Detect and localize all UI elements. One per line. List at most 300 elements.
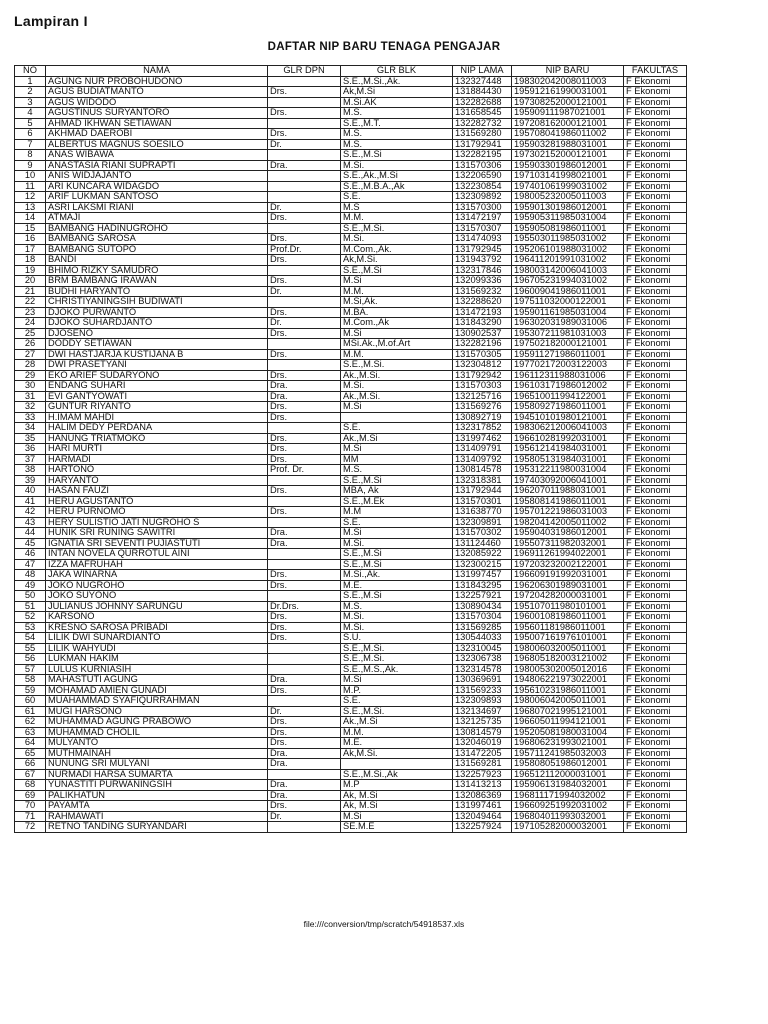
cell-glr-blk: S.E. bbox=[341, 423, 453, 434]
table-row bbox=[15, 517, 687, 528]
table-row bbox=[15, 339, 687, 350]
cell-glr-dpn: Dra. bbox=[268, 759, 341, 770]
cell-glr-blk: Ak.,M.Si. bbox=[341, 370, 453, 381]
cell-nip-baru: 196705231994031002 bbox=[512, 276, 624, 287]
cell-glr-blk: S.E.,M.Si.,Ak. bbox=[341, 76, 453, 87]
table-row bbox=[15, 822, 687, 833]
cell-glr-dpn: Drs. bbox=[268, 276, 341, 287]
cell-no: 51 bbox=[15, 601, 46, 612]
cell-nip-lama: 131569280 bbox=[453, 129, 512, 140]
cell-no: 72 bbox=[15, 822, 46, 833]
table-row bbox=[15, 87, 687, 98]
table-row bbox=[15, 202, 687, 213]
cell-nama: MUGI HARSONO bbox=[46, 706, 268, 717]
table-row bbox=[15, 129, 687, 140]
cell-no: 16 bbox=[15, 234, 46, 245]
cell-nip-lama: 131472193 bbox=[453, 307, 512, 318]
cell-nip-baru: 195809271986011001 bbox=[512, 402, 624, 413]
cell-nama: HARI MURTI bbox=[46, 444, 268, 455]
cell-nip-lama: 131997461 bbox=[453, 801, 512, 812]
cell-glr-dpn bbox=[268, 297, 341, 308]
cell-fakultas: F Ekonomi bbox=[624, 633, 687, 644]
cell-nip-baru: 197208162000121001 bbox=[512, 118, 624, 129]
cell-nip-lama: 132314578 bbox=[453, 664, 512, 675]
cell-nip-baru: 198003142006041003 bbox=[512, 265, 624, 276]
cell-glr-dpn: Drs. bbox=[268, 685, 341, 696]
table-row bbox=[15, 759, 687, 770]
cell-nip-lama: 131413213 bbox=[453, 780, 512, 791]
cell-nama: LILIK WAHYUDI bbox=[46, 643, 268, 654]
cell-no: 17 bbox=[15, 244, 46, 255]
cell-nama: MAHASTUTI AGUNG bbox=[46, 675, 268, 686]
cell-no: 57 bbox=[15, 664, 46, 675]
cell-fakultas: F Ekonomi bbox=[624, 790, 687, 801]
cell-glr-dpn: Drs. bbox=[268, 507, 341, 518]
cell-nama: LILIK DWI SUNARDIANTO bbox=[46, 633, 268, 644]
cell-glr-dpn bbox=[268, 118, 341, 129]
cell-nip-baru: 196609191992031001 bbox=[512, 570, 624, 581]
cell-fakultas: F Ekonomi bbox=[624, 528, 687, 539]
cell-no: 64 bbox=[15, 738, 46, 749]
cell-glr-dpn: Dr. bbox=[268, 706, 341, 717]
cell-glr-dpn: Dr. bbox=[268, 286, 341, 297]
cell-nip-lama: 132288620 bbox=[453, 297, 512, 308]
cell-nip-lama: 131843295 bbox=[453, 580, 512, 591]
cell-glr-blk: M.S. bbox=[341, 129, 453, 140]
cell-no: 18 bbox=[15, 255, 46, 266]
cell-nama: KRESNO SAROSA PRIBADI bbox=[46, 622, 268, 633]
cell-no: 49 bbox=[15, 580, 46, 591]
cell-nip-lama: 131570307 bbox=[453, 223, 512, 234]
cell-glr-blk: M.BA. bbox=[341, 307, 453, 318]
cell-glr-blk: M.Si. bbox=[341, 612, 453, 623]
cell-nip-baru: 198005232005011003 bbox=[512, 192, 624, 203]
cell-glr-dpn bbox=[268, 76, 341, 87]
cell-nip-lama: 131474093 bbox=[453, 234, 512, 245]
cell-glr-dpn bbox=[268, 360, 341, 371]
cell-fakultas: F Ekonomi bbox=[624, 738, 687, 749]
cell-no: 40 bbox=[15, 486, 46, 497]
cell-no: 38 bbox=[15, 465, 46, 476]
cell-no: 27 bbox=[15, 349, 46, 360]
cell-no: 24 bbox=[15, 318, 46, 329]
cell-glr-blk: M.Si bbox=[341, 528, 453, 539]
cell-nip-baru: 195909111987021001 bbox=[512, 108, 624, 119]
cell-nama: ATMAJI bbox=[46, 213, 268, 224]
cell-fakultas: F Ekonomi bbox=[624, 213, 687, 224]
table-row bbox=[15, 286, 687, 297]
cell-nip-baru: 196411201991031002 bbox=[512, 255, 624, 266]
cell-nip-baru: 195906131984032001 bbox=[512, 780, 624, 791]
table-row bbox=[15, 580, 687, 591]
cell-glr-blk: M.Si. bbox=[341, 160, 453, 171]
cell-fakultas: F Ekonomi bbox=[624, 160, 687, 171]
cell-nip-lama: 132309892 bbox=[453, 192, 512, 203]
table-row bbox=[15, 307, 687, 318]
table-row bbox=[15, 738, 687, 749]
cell-no: 41 bbox=[15, 496, 46, 507]
cell-nip-lama: 131570302 bbox=[453, 528, 512, 539]
cell-no: 4 bbox=[15, 108, 46, 119]
cell-nip-lama: 131570305 bbox=[453, 349, 512, 360]
cell-nip-lama: 131569233 bbox=[453, 685, 512, 696]
cell-nip-baru: 195503011985031002 bbox=[512, 234, 624, 245]
table-row bbox=[15, 192, 687, 203]
cell-nama: IZZA MAFRUHAH bbox=[46, 559, 268, 570]
cell-no: 37 bbox=[15, 454, 46, 465]
cell-nip-baru: 196609251992031002 bbox=[512, 801, 624, 812]
cell-glr-blk: SE.M.E bbox=[341, 822, 453, 833]
cell-nama: HASAN FAUZI bbox=[46, 486, 268, 497]
cell-nip-lama: 132134697 bbox=[453, 706, 512, 717]
cell-glr-blk: S.E.,M.Si bbox=[341, 549, 453, 560]
cell-nip-baru: 194806221973022001 bbox=[512, 675, 624, 686]
cell-fakultas: F Ekonomi bbox=[624, 517, 687, 528]
table-row bbox=[15, 391, 687, 402]
cell-fakultas: F Ekonomi bbox=[624, 801, 687, 812]
cell-nip-baru: 196207011988031001 bbox=[512, 486, 624, 497]
cell-nip-baru: 195711241985032003 bbox=[512, 748, 624, 759]
cell-glr-dpn: Drs. bbox=[268, 622, 341, 633]
cell-glr-blk: M.Si bbox=[341, 402, 453, 413]
cell-nama: HANUNG TRIATMOKO bbox=[46, 433, 268, 444]
cell-nama: LUKMAN HAKIM bbox=[46, 654, 268, 665]
table-row bbox=[15, 402, 687, 413]
cell-nama: RETNO TANDING SURYANDARI bbox=[46, 822, 268, 833]
cell-fakultas: F Ekonomi bbox=[624, 297, 687, 308]
cell-nama: HERY SULISTIO JATI NUGROHO S bbox=[46, 517, 268, 528]
cell-glr-blk: S.E.,M.Si. bbox=[341, 360, 453, 371]
table-row bbox=[15, 381, 687, 392]
cell-nama: JOKO NUGROHO bbox=[46, 580, 268, 591]
cell-nip-lama: 131472205 bbox=[453, 748, 512, 759]
table-row bbox=[15, 675, 687, 686]
cell-nip-baru: 196804011993032001 bbox=[512, 811, 624, 822]
cell-fakultas: F Ekonomi bbox=[624, 507, 687, 518]
cell-nip-lama: 132099336 bbox=[453, 276, 512, 287]
cell-glr-dpn: Drs. bbox=[268, 801, 341, 812]
cell-nip-lama: 131943792 bbox=[453, 255, 512, 266]
cell-nama: BUDHI HARYANTO bbox=[46, 286, 268, 297]
cell-nip-baru: 196806231993021001 bbox=[512, 738, 624, 749]
cell-no: 15 bbox=[15, 223, 46, 234]
cell-no: 43 bbox=[15, 517, 46, 528]
cell-nama: DJOKO SUHARDJANTO bbox=[46, 318, 268, 329]
cell-nip-lama: 131997462 bbox=[453, 433, 512, 444]
column-header-nama: NAMA bbox=[46, 66, 268, 77]
cell-glr-dpn: Dra. bbox=[268, 160, 341, 171]
cell-glr-dpn: Drs. bbox=[268, 433, 341, 444]
cell-nip-lama: 132282688 bbox=[453, 97, 512, 108]
cell-fakultas: F Ekonomi bbox=[624, 486, 687, 497]
cell-nip-baru: 198006032005011001 bbox=[512, 643, 624, 654]
cell-fakultas: F Ekonomi bbox=[624, 286, 687, 297]
cell-fakultas: F Ekonomi bbox=[624, 97, 687, 108]
cell-nama: AKHMAD DAEROBI bbox=[46, 129, 268, 140]
cell-nip-baru: 195601181986011001 bbox=[512, 622, 624, 633]
cell-no: 31 bbox=[15, 391, 46, 402]
cell-glr-dpn: Drs. bbox=[268, 370, 341, 381]
cell-fakultas: F Ekonomi bbox=[624, 717, 687, 728]
cell-nama: BANDI bbox=[46, 255, 268, 266]
cell-glr-blk: S.E. bbox=[341, 192, 453, 203]
cell-no: 53 bbox=[15, 622, 46, 633]
cell-fakultas: F Ekonomi bbox=[624, 360, 687, 371]
cell-nip-lama: 132049464 bbox=[453, 811, 512, 822]
cell-no: 61 bbox=[15, 706, 46, 717]
table-row bbox=[15, 160, 687, 171]
cell-fakultas: F Ekonomi bbox=[624, 423, 687, 434]
cell-fakultas: F Ekonomi bbox=[624, 664, 687, 675]
cell-no: 3 bbox=[15, 97, 46, 108]
cell-glr-blk: Ak.,M.Si bbox=[341, 717, 453, 728]
cell-glr-blk: S.E.,M.Si. bbox=[341, 654, 453, 665]
cell-glr-blk: S.E.,M.T. bbox=[341, 118, 453, 129]
cell-nip-baru: 197702172003122003 bbox=[512, 360, 624, 371]
cell-nip-baru: 195701221986031003 bbox=[512, 507, 624, 518]
cell-no: 60 bbox=[15, 696, 46, 707]
cell-nama: ASRI LAKSMI RIANI bbox=[46, 202, 268, 213]
cell-nip-lama: 132257923 bbox=[453, 769, 512, 780]
cell-no: 63 bbox=[15, 727, 46, 738]
cell-no: 6 bbox=[15, 129, 46, 140]
cell-nip-baru: 196512112000031001 bbox=[512, 769, 624, 780]
cell-glr-dpn: Dr. bbox=[268, 202, 341, 213]
table-row bbox=[15, 108, 687, 119]
cell-nip-lama: 131570304 bbox=[453, 612, 512, 623]
cell-nip-baru: 195808051986012001 bbox=[512, 759, 624, 770]
cell-no: 45 bbox=[15, 538, 46, 549]
cell-no: 36 bbox=[15, 444, 46, 455]
cell-fakultas: F Ekonomi bbox=[624, 108, 687, 119]
table-row bbox=[15, 664, 687, 675]
cell-glr-blk: M.E. bbox=[341, 738, 453, 749]
table-row bbox=[15, 181, 687, 192]
cell-nip-lama: 131570303 bbox=[453, 381, 512, 392]
table-row bbox=[15, 412, 687, 423]
cell-nip-lama: 131997457 bbox=[453, 570, 512, 581]
table-row bbox=[15, 223, 687, 234]
cell-no: 55 bbox=[15, 643, 46, 654]
table-row bbox=[15, 244, 687, 255]
cell-glr-dpn: Drs. bbox=[268, 402, 341, 413]
cell-nama: ENDANG SUHARI bbox=[46, 381, 268, 392]
cell-fakultas: F Ekonomi bbox=[624, 412, 687, 423]
cell-nip-lama: 131792945 bbox=[453, 244, 512, 255]
cell-nip-lama: 132318381 bbox=[453, 475, 512, 486]
cell-no: 11 bbox=[15, 181, 46, 192]
cell-no: 26 bbox=[15, 339, 46, 350]
cell-nip-baru: 196911261994022001 bbox=[512, 549, 624, 560]
cell-fakultas: F Ekonomi bbox=[624, 87, 687, 98]
file-path-footer: file:///conversion/tmp/scratch/54918537.xls bbox=[303, 919, 465, 929]
cell-glr-dpn bbox=[268, 192, 341, 203]
cell-glr-dpn bbox=[268, 559, 341, 570]
cell-no: 62 bbox=[15, 717, 46, 728]
cell-nip-lama: 132300215 bbox=[453, 559, 512, 570]
cell-no: 56 bbox=[15, 654, 46, 665]
cell-nip-baru: 197502182000121001 bbox=[512, 339, 624, 350]
cell-glr-dpn: Drs. bbox=[268, 108, 341, 119]
cell-nama: CHRISTIYANINGSIH BUDIWATI bbox=[46, 297, 268, 308]
cell-glr-blk: M.Si.,Ak. bbox=[341, 570, 453, 581]
cell-glr-blk: M.P. bbox=[341, 685, 453, 696]
cell-nama: EKO ARIEF SUDARYONO bbox=[46, 370, 268, 381]
table-row bbox=[15, 538, 687, 549]
cell-nama: PAYAMTA bbox=[46, 801, 268, 812]
cell-fakultas: F Ekonomi bbox=[624, 675, 687, 686]
cell-glr-dpn: Drs. bbox=[268, 87, 341, 98]
cell-glr-dpn bbox=[268, 181, 341, 192]
cell-nip-lama: 132309891 bbox=[453, 517, 512, 528]
cell-no: 39 bbox=[15, 475, 46, 486]
cell-no: 12 bbox=[15, 192, 46, 203]
cell-nip-baru: 195205081980031004 bbox=[512, 727, 624, 738]
lecturer-nip-table bbox=[14, 65, 687, 833]
cell-nama: HARTONO bbox=[46, 465, 268, 476]
cell-nip-lama: 130892719 bbox=[453, 412, 512, 423]
table-row bbox=[15, 234, 687, 245]
cell-fakultas: F Ekonomi bbox=[624, 496, 687, 507]
cell-nip-lama: 132086369 bbox=[453, 790, 512, 801]
cell-nama: HERU AGUSTANTO bbox=[46, 496, 268, 507]
table-row bbox=[15, 612, 687, 623]
cell-fakultas: F Ekonomi bbox=[624, 612, 687, 623]
cell-glr-dpn: Drs. bbox=[268, 486, 341, 497]
cell-glr-dpn bbox=[268, 339, 341, 350]
table-row bbox=[15, 76, 687, 87]
cell-glr-dpn: Prof. Dr. bbox=[268, 465, 341, 476]
cell-nip-lama: 132046019 bbox=[453, 738, 512, 749]
cell-nama: JAKA WINARNA bbox=[46, 570, 268, 581]
cell-glr-blk: M.S bbox=[341, 202, 453, 213]
cell-fakultas: F Ekonomi bbox=[624, 181, 687, 192]
cell-glr-dpn: Drs. bbox=[268, 727, 341, 738]
cell-nip-lama: 132327448 bbox=[453, 76, 512, 87]
cell-no: 14 bbox=[15, 213, 46, 224]
table-row bbox=[15, 118, 687, 129]
cell-nip-baru: 195905311985031004 bbox=[512, 213, 624, 224]
cell-glr-blk: M.Si. bbox=[341, 381, 453, 392]
cell-nip-lama: 132282732 bbox=[453, 118, 512, 129]
table-row bbox=[15, 559, 687, 570]
table-row bbox=[15, 696, 687, 707]
cell-fakultas: F Ekonomi bbox=[624, 696, 687, 707]
cell-nip-baru: 196805182003121002 bbox=[512, 654, 624, 665]
cell-no: 13 bbox=[15, 202, 46, 213]
cell-fakultas: F Ekonomi bbox=[624, 150, 687, 161]
cell-glr-blk: M.M. bbox=[341, 349, 453, 360]
cell-glr-dpn: Drs. bbox=[268, 213, 341, 224]
cell-nip-baru: 195507311982032001 bbox=[512, 538, 624, 549]
cell-nip-lama: 132230854 bbox=[453, 181, 512, 192]
cell-nip-baru: 197103141998021001 bbox=[512, 171, 624, 182]
cell-no: 9 bbox=[15, 160, 46, 171]
cell-nama: DODDY SETIAWAN bbox=[46, 339, 268, 350]
cell-fakultas: F Ekonomi bbox=[624, 549, 687, 560]
table-row bbox=[15, 811, 687, 822]
cell-nama: HARMADI bbox=[46, 454, 268, 465]
table-row bbox=[15, 727, 687, 738]
cell-nip-lama: 130814578 bbox=[453, 465, 512, 476]
cell-nip-baru: 196811171994032002 bbox=[512, 790, 624, 801]
cell-nip-baru: 198006042005011001 bbox=[512, 696, 624, 707]
cell-fakultas: F Ekonomi bbox=[624, 727, 687, 738]
table-row bbox=[15, 622, 687, 633]
cell-fakultas: F Ekonomi bbox=[624, 591, 687, 602]
cell-glr-dpn: Drs. bbox=[268, 349, 341, 360]
cell-nip-lama: 131569276 bbox=[453, 402, 512, 413]
cell-nip-baru: 196302031989031006 bbox=[512, 318, 624, 329]
cell-nama: JOKO SUYONO bbox=[46, 591, 268, 602]
cell-glr-dpn: Dra. bbox=[268, 528, 341, 539]
cell-no: 35 bbox=[15, 433, 46, 444]
cell-nip-baru: 195912161990031001 bbox=[512, 87, 624, 98]
cell-glr-blk: M.Si bbox=[341, 444, 453, 455]
cell-nip-baru: 195911271986011001 bbox=[512, 349, 624, 360]
cell-fakultas: F Ekonomi bbox=[624, 255, 687, 266]
cell-glr-dpn bbox=[268, 150, 341, 161]
cell-nama: MUAHAMMAD SYAFIQURRAHMAN bbox=[46, 696, 268, 707]
cell-nip-baru: 197511032000122001 bbox=[512, 297, 624, 308]
cell-fakultas: F Ekonomi bbox=[624, 265, 687, 276]
column-header-nip-lama: NIP LAMA bbox=[453, 66, 512, 77]
table-row bbox=[15, 276, 687, 287]
cell-fakultas: F Ekonomi bbox=[624, 234, 687, 245]
column-header-glr-dpn: GLR DPN bbox=[268, 66, 341, 77]
cell-fakultas: F Ekonomi bbox=[624, 433, 687, 444]
cell-no: 32 bbox=[15, 402, 46, 413]
cell-glr-dpn: Drs. bbox=[268, 444, 341, 455]
cell-nip-baru: 195312211980031004 bbox=[512, 465, 624, 476]
cell-glr-blk: M.S. bbox=[341, 465, 453, 476]
cell-no: 44 bbox=[15, 528, 46, 539]
cell-glr-blk: M.M. bbox=[341, 727, 453, 738]
table-row bbox=[15, 654, 687, 665]
cell-nip-baru: 196510011994122001 bbox=[512, 391, 624, 402]
cell-glr-blk: M.Si bbox=[341, 811, 453, 822]
cell-nip-baru: 196103171986012002 bbox=[512, 381, 624, 392]
cell-nama: BHIMO RIZKY SAMUDRO bbox=[46, 265, 268, 276]
cell-glr-dpn: Drs. bbox=[268, 307, 341, 318]
cell-fakultas: F Ekonomi bbox=[624, 685, 687, 696]
cell-glr-dpn: Dra. bbox=[268, 790, 341, 801]
table-row bbox=[15, 790, 687, 801]
cell-nama: PALIKHATUN bbox=[46, 790, 268, 801]
cell-glr-blk: Ak,M.Si. bbox=[341, 748, 453, 759]
cell-nip-lama: 131124460 bbox=[453, 538, 512, 549]
cell-no: 58 bbox=[15, 675, 46, 686]
cell-nama: H.IMAM MAHDI bbox=[46, 412, 268, 423]
cell-nip-lama: 132282195 bbox=[453, 150, 512, 161]
cell-glr-blk: M.Si bbox=[341, 675, 453, 686]
cell-nip-lama: 132310045 bbox=[453, 643, 512, 654]
cell-fakultas: F Ekonomi bbox=[624, 171, 687, 182]
cell-fakultas: F Ekonomi bbox=[624, 370, 687, 381]
cell-glr-dpn bbox=[268, 822, 341, 833]
cell-glr-blk: M.E. bbox=[341, 580, 453, 591]
cell-nip-lama: 132257924 bbox=[453, 822, 512, 833]
table-row bbox=[15, 150, 687, 161]
cell-glr-dpn bbox=[268, 769, 341, 780]
cell-nama: LULUS KURNIASIH bbox=[46, 664, 268, 675]
cell-nip-baru: 195805131984031001 bbox=[512, 454, 624, 465]
cell-fakultas: F Ekonomi bbox=[624, 139, 687, 150]
cell-glr-dpn bbox=[268, 423, 341, 434]
cell-glr-blk: M.S. bbox=[341, 139, 453, 150]
cell-nip-lama: 131658545 bbox=[453, 108, 512, 119]
cell-fakultas: F Ekonomi bbox=[624, 538, 687, 549]
